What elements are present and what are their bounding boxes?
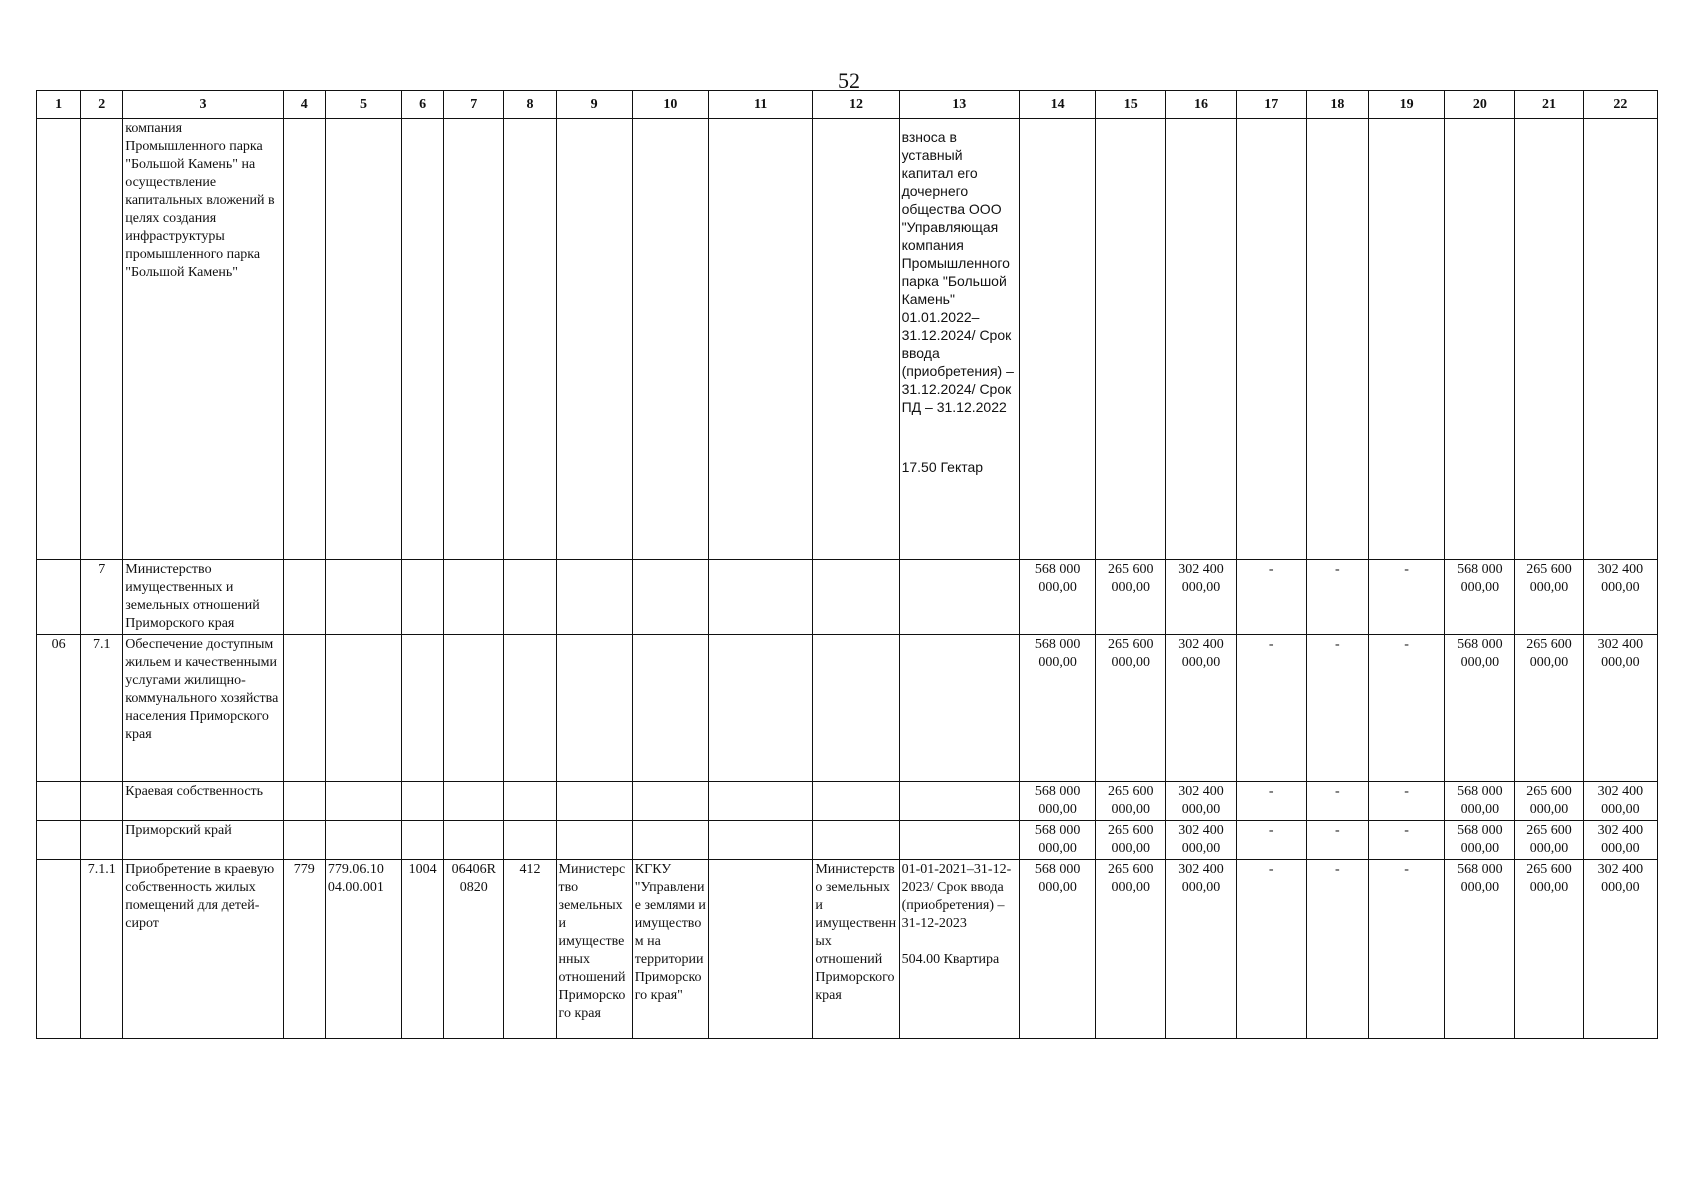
col-header: 10 bbox=[632, 91, 708, 119]
amount-cell: 568 000 000,00 bbox=[1019, 560, 1095, 635]
amount-cell: 302 400 000,00 bbox=[1166, 560, 1236, 635]
developer: Министерство земельных и имущественных отношений Приморского края bbox=[813, 860, 899, 1039]
table-row bbox=[37, 821, 1658, 860]
row-number: 7.1.1 bbox=[81, 860, 123, 1039]
col-header: 13 bbox=[899, 91, 1019, 119]
empty-amount: - bbox=[1236, 782, 1306, 821]
section-code: 1004 bbox=[402, 860, 444, 1039]
program-code: 06 bbox=[37, 635, 81, 782]
col-header: 1 bbox=[37, 91, 81, 119]
amount-cell: 568 000 000,00 bbox=[1019, 860, 1095, 1039]
customer: КГКУ "Управление землями и имуществом на территории Приморского края" bbox=[632, 860, 708, 1039]
amount-cell: 302 400 000,00 bbox=[1166, 821, 1236, 860]
amount-cell: 302 400 000,00 bbox=[1166, 860, 1236, 1039]
expense-type-code: 412 bbox=[504, 860, 556, 1039]
col-header: 5 bbox=[325, 91, 401, 119]
amount-cell: 568 000 000,00 bbox=[1445, 860, 1515, 1039]
budget-table bbox=[36, 90, 1658, 1039]
admin-code: 779 bbox=[283, 860, 325, 1039]
col-header: 9 bbox=[556, 91, 632, 119]
col-header: 21 bbox=[1515, 91, 1583, 119]
col-header: 19 bbox=[1368, 91, 1444, 119]
row-description: Приморский край bbox=[123, 821, 283, 860]
amount-cell: 302 400 000,00 bbox=[1583, 782, 1657, 821]
object-details bbox=[899, 119, 1019, 560]
col-header: 11 bbox=[709, 91, 813, 119]
col-header: 8 bbox=[504, 91, 556, 119]
amount-cell: 568 000 000,00 bbox=[1019, 635, 1095, 782]
amount-cell: 265 600 000,00 bbox=[1515, 635, 1583, 782]
row-description: Краевая собственность bbox=[123, 782, 283, 821]
col-header: 22 bbox=[1583, 91, 1657, 119]
row-number: 7.1 bbox=[81, 635, 123, 782]
col-header: 4 bbox=[283, 91, 325, 119]
amount-cell: 265 600 000,00 bbox=[1096, 860, 1166, 1039]
amount-cell: 302 400 000,00 bbox=[1583, 560, 1657, 635]
amount-cell: 265 600 000,00 bbox=[1096, 782, 1166, 821]
amount-cell: 568 000 000,00 bbox=[1445, 635, 1515, 782]
amount-cell: 302 400 000,00 bbox=[1583, 860, 1657, 1039]
empty-amount: - bbox=[1236, 821, 1306, 860]
amount-cell: 265 600 000,00 bbox=[1515, 860, 1583, 1039]
empty-amount: - bbox=[1236, 860, 1306, 1039]
object-details-text: 01-01-2021–31-12-2023/ Срок ввода (приобретения) – 31-12-2023 bbox=[901, 862, 1012, 931]
object-details-text: взноса в уставный капитал его дочернего общества ООО "Управляющая компания Промышленного парка "Большой Камень" 01.01.2022–31.12.2024/ Срок ввода (приобретения) – 31.12.2024/ Срок ПД – 31.12.2022 bbox=[901, 129, 1014, 415]
table-row bbox=[37, 119, 1658, 560]
empty-amount: - bbox=[1368, 635, 1444, 782]
col-header: 15 bbox=[1096, 91, 1166, 119]
empty-amount: - bbox=[1368, 782, 1444, 821]
table-row bbox=[37, 782, 1658, 821]
amount-cell: 265 600 000,00 bbox=[1515, 560, 1583, 635]
empty-amount: - bbox=[1306, 860, 1368, 1039]
col-header: 3 bbox=[123, 91, 283, 119]
col-header: 18 bbox=[1306, 91, 1368, 119]
amount-cell: 568 000 000,00 bbox=[1019, 782, 1095, 821]
empty-amount: - bbox=[1368, 560, 1444, 635]
header-row bbox=[37, 91, 1658, 119]
empty-amount: - bbox=[1306, 821, 1368, 860]
empty-amount: - bbox=[1306, 782, 1368, 821]
amount-cell: 568 000 000,00 bbox=[1445, 821, 1515, 860]
table-row bbox=[37, 635, 1658, 782]
object-capacity: 17.50 Гектар bbox=[901, 459, 984, 475]
amount-cell: 568 000 000,00 bbox=[1019, 821, 1095, 860]
table-row bbox=[37, 860, 1658, 1039]
empty-amount: - bbox=[1236, 560, 1306, 635]
empty-amount: - bbox=[1306, 635, 1368, 782]
col-header: 14 bbox=[1019, 91, 1095, 119]
responsible-executor: Министерство земельных и имущественных отношений Приморского края bbox=[556, 860, 632, 1039]
amount-cell: 568 000 000,00 bbox=[1445, 560, 1515, 635]
target-article-code: 06406R 0820 bbox=[444, 860, 504, 1039]
empty-amount: - bbox=[1306, 560, 1368, 635]
row-description: Обеспечение доступным жильем и качественными услугами жилищно-коммунального хозяйства населения Приморского края bbox=[123, 635, 283, 782]
amount-cell: 302 400 000,00 bbox=[1583, 821, 1657, 860]
amount-cell: 302 400 000,00 bbox=[1166, 635, 1236, 782]
object-capacity: 504.00 Квартира bbox=[901, 952, 1000, 967]
page-number: 52 bbox=[838, 68, 860, 93]
amount-cell: 265 600 000,00 bbox=[1515, 821, 1583, 860]
col-header: 7 bbox=[444, 91, 504, 119]
amount-cell: 302 400 000,00 bbox=[1166, 782, 1236, 821]
amount-cell: 265 600 000,00 bbox=[1515, 782, 1583, 821]
classification-code: 779.06.10 04.00.001 bbox=[325, 860, 401, 1039]
row-number: 7 bbox=[81, 560, 123, 635]
empty-amount: - bbox=[1236, 635, 1306, 782]
row-description: компания Промышленного парка "Большой Камень" на осуществление капитальных вложений в целях создания инфраструктуры промышленного парка "Большой Камень" bbox=[123, 119, 283, 560]
row-description: Министерство имущественных и земельных отношений Приморского края bbox=[123, 560, 283, 635]
empty-amount: - bbox=[1368, 821, 1444, 860]
object-details bbox=[899, 860, 1019, 1039]
row-description: Приобретение в краевую собственность жилых помещений для детей-сирот bbox=[123, 860, 283, 1039]
col-header: 20 bbox=[1445, 91, 1515, 119]
amount-cell: 568 000 000,00 bbox=[1445, 782, 1515, 821]
amount-cell: 265 600 000,00 bbox=[1096, 635, 1166, 782]
amount-cell: 302 400 000,00 bbox=[1583, 635, 1657, 782]
col-header: 6 bbox=[402, 91, 444, 119]
amount-cell: 265 600 000,00 bbox=[1096, 821, 1166, 860]
table-row bbox=[37, 560, 1658, 635]
col-header: 12 bbox=[813, 91, 899, 119]
col-header: 2 bbox=[81, 91, 123, 119]
col-header: 16 bbox=[1166, 91, 1236, 119]
amount-cell: 265 600 000,00 bbox=[1096, 560, 1166, 635]
col-header: 17 bbox=[1236, 91, 1306, 119]
empty-amount: - bbox=[1368, 860, 1444, 1039]
